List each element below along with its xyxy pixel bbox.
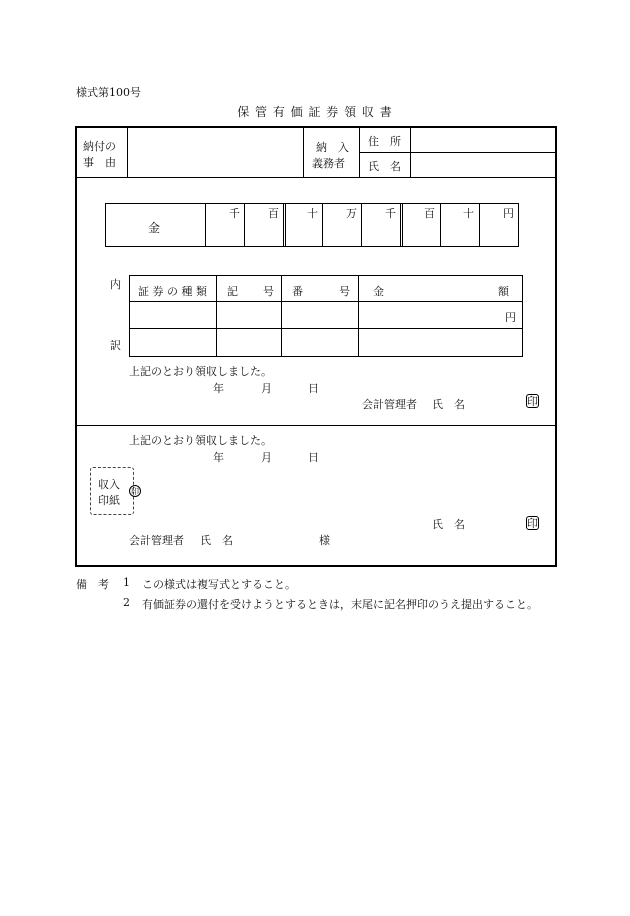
form-number: 様式第100号 xyxy=(76,86,141,99)
reason-field[interactable] xyxy=(130,130,300,174)
col-security-type: 証 券 の 種 類 xyxy=(138,285,207,298)
date-month: 月 xyxy=(261,382,272,395)
col-number: 番 xyxy=(292,285,303,298)
manager-name-label: 氏 名 xyxy=(200,534,233,547)
amount-prefix: 金 xyxy=(148,221,161,235)
form-title: 保 管 有 価 証 券 領 収 書 xyxy=(237,105,393,119)
date-year: 年 xyxy=(213,382,224,395)
table-cell-input[interactable] xyxy=(360,304,500,326)
amount-unit: 円 xyxy=(503,207,514,220)
receipt-statement: 上記のとおり領収しました。 xyxy=(129,365,272,378)
reason-label: 納付の xyxy=(83,140,116,153)
date-month: 月 xyxy=(261,451,272,464)
date-day: 日 xyxy=(308,451,319,464)
breakdown-side-top: 内 xyxy=(110,278,121,291)
address-label: 住 所 xyxy=(368,135,401,148)
revenue-stamp-label: 収入 xyxy=(98,478,120,491)
name-field[interactable] xyxy=(413,154,554,175)
amount-unit: 千 xyxy=(229,207,240,220)
date-day: 日 xyxy=(308,382,319,395)
breakdown-side-bottom: 訳 xyxy=(110,339,121,352)
honorific-label: 様 xyxy=(319,534,330,547)
table-cell-input[interactable] xyxy=(131,304,214,326)
name-label: 氏 名 xyxy=(432,518,465,531)
table-cell-input[interactable] xyxy=(218,304,279,326)
amount-unit: 千 xyxy=(385,207,396,220)
stamp-cancel-mark: 印 xyxy=(131,487,139,496)
amount-unit: 十 xyxy=(463,207,474,220)
notes-label: 備 考 xyxy=(76,578,109,591)
address-field[interactable] xyxy=(413,129,554,150)
date-year: 年 xyxy=(213,451,224,464)
accounting-manager-label: 会計管理者 xyxy=(362,398,417,411)
seal-mark: 印 xyxy=(527,517,538,530)
yen-label: 円 xyxy=(505,311,516,324)
note-number: 1 xyxy=(123,576,130,589)
amount-unit: 十 xyxy=(307,207,318,220)
accounting-manager-label: 会計管理者 xyxy=(129,534,184,547)
section-divider xyxy=(76,425,556,426)
name-label: 氏 名 xyxy=(368,160,401,173)
seal-mark: 印 xyxy=(527,395,538,408)
note-text: 有価証券の還付を受けようとするときは，末尾に記名押印のうえ提出すること。 xyxy=(142,598,538,611)
note-number: 2 xyxy=(123,596,130,609)
amount-unit: 万 xyxy=(346,207,357,220)
manager-name-label: 氏 名 xyxy=(432,398,465,411)
note-text: この様式は複写式とすること。 xyxy=(142,578,296,591)
obligor-label: 納 入 xyxy=(316,141,349,154)
receipt-statement: 上記のとおり領収しました。 xyxy=(129,434,272,447)
col-symbol: 記 xyxy=(227,285,238,298)
amount-unit: 百 xyxy=(424,207,435,220)
header-divider xyxy=(76,177,556,178)
table-cell-input[interactable] xyxy=(283,304,356,326)
amount-unit: 百 xyxy=(268,207,279,220)
col-amount: 金 xyxy=(373,285,384,298)
